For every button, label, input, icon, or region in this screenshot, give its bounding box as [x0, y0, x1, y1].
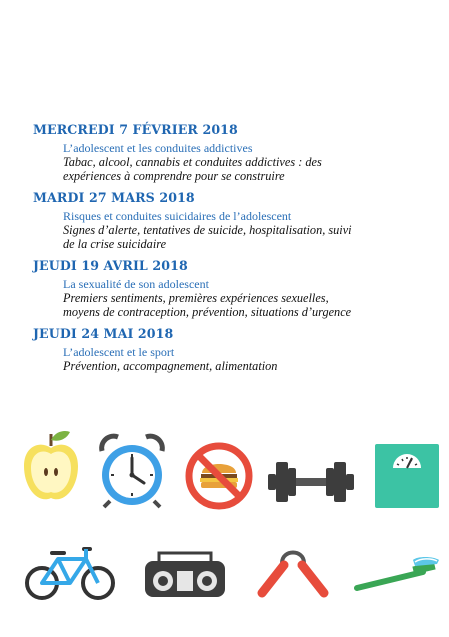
event-title: L’adolescent et les conduites addictives [63, 141, 253, 155]
event-item [33, 190, 433, 251]
event-description-line: Premiers sentiments, premières expériences sexuelles, [63, 291, 329, 305]
event-date: MARDI 27 MARS 2018 [33, 190, 195, 205]
toothbrush-icon [353, 554, 443, 594]
alarm-clock-icon [96, 433, 168, 509]
event-title: Risques et conduites suicidaires de l’adolescent [63, 209, 292, 223]
apple-icon [20, 426, 82, 506]
event-item [33, 326, 433, 373]
bicycle-icon [24, 545, 116, 601]
event-item [33, 122, 433, 183]
event-date: JEUDI 19 AVRIL 2018 [33, 258, 188, 273]
event-description-line: moyens de contraception, prévention, situations d’urgence [63, 305, 352, 319]
event-title: La sexualité de son adolescent [63, 277, 209, 291]
event-description-line: de la crise suicidaire [63, 237, 167, 251]
hand-grip-icon [248, 545, 338, 601]
event-date: JEUDI 24 MAI 2018 [33, 326, 174, 341]
event-description-line: Tabac, alcool, cannabis et conduites addictives : des [63, 155, 322, 169]
event-title: L’adolescent et le sport [63, 345, 175, 359]
event-item [33, 258, 433, 319]
event-date: MERCREDI 7 FÉVRIER 2018 [33, 122, 238, 137]
event-list [33, 122, 433, 380]
event-description-line: Signes d’alerte, tentatives de suicide, hospitalisation, suivi [63, 223, 352, 237]
scale-icon [375, 444, 439, 508]
dumbbell-icon [266, 458, 356, 506]
event-description-line: Prévention, accompagnement, alimentation [63, 359, 278, 373]
boombox-icon [143, 551, 227, 599]
event-description-line: expériences à comprendre pour se construire [63, 169, 285, 183]
no-burger-icon [184, 441, 254, 511]
